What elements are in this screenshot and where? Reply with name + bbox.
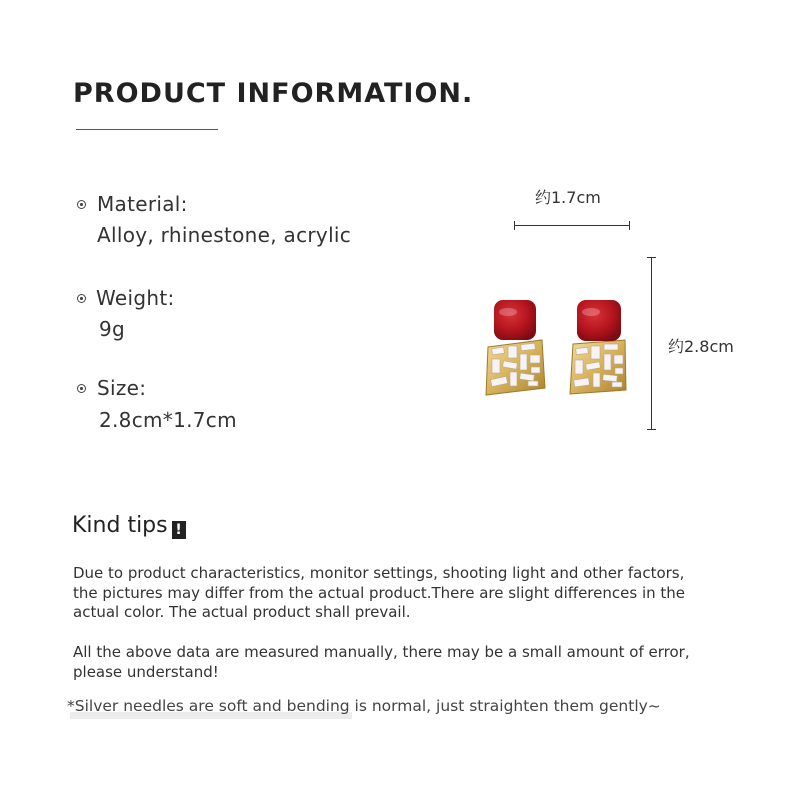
footnote: *Silver needles are soft and bending is normal, just straighten them gently~	[67, 697, 661, 715]
exclamation-icon: !	[172, 521, 186, 539]
width-dimension-tick	[629, 221, 630, 230]
width-dimension-line	[515, 225, 629, 226]
tips-paragraph-1: Due to product characteristics, monitor settings, shooting light and other factors, the pictures may differ from the actual product.There are slight differences in the actual color. The actual product shall prevail.	[73, 564, 685, 621]
spec-label-size: Size:	[97, 376, 147, 400]
page-title: PRODUCT INFORMATION.	[73, 78, 474, 109]
kind-tips-heading	[72, 513, 186, 539]
spec-value-material: Alloy, rhinestone, acrylic	[97, 223, 352, 247]
height-dimension-tick	[647, 257, 656, 258]
spec-value-size: 2.8cm*1.7cm	[99, 408, 237, 432]
spec-value-weight: 9g	[99, 317, 126, 341]
width-dimension-label: 约1.7cm	[535, 188, 601, 207]
tips-paragraph-2: All the above data are measured manually, there may be a small amount of error, please understand!	[73, 643, 690, 681]
right-earring	[570, 300, 626, 394]
bullet-icon	[77, 384, 86, 393]
spec-label-weight: Weight:	[96, 286, 175, 310]
earrings-product-image	[478, 292, 638, 402]
width-dimension-tick	[514, 221, 515, 230]
title-divider	[76, 129, 218, 130]
height-dimension-label: 约2.8cm	[668, 337, 734, 356]
kind-tips-title: Kind tips	[72, 513, 168, 538]
left-earring	[486, 300, 545, 395]
spec-label-material: Material:	[97, 192, 188, 216]
bullet-icon	[77, 200, 86, 209]
height-dimension-tick	[647, 429, 656, 430]
bullet-icon	[77, 294, 86, 303]
height-dimension-line	[651, 258, 652, 429]
